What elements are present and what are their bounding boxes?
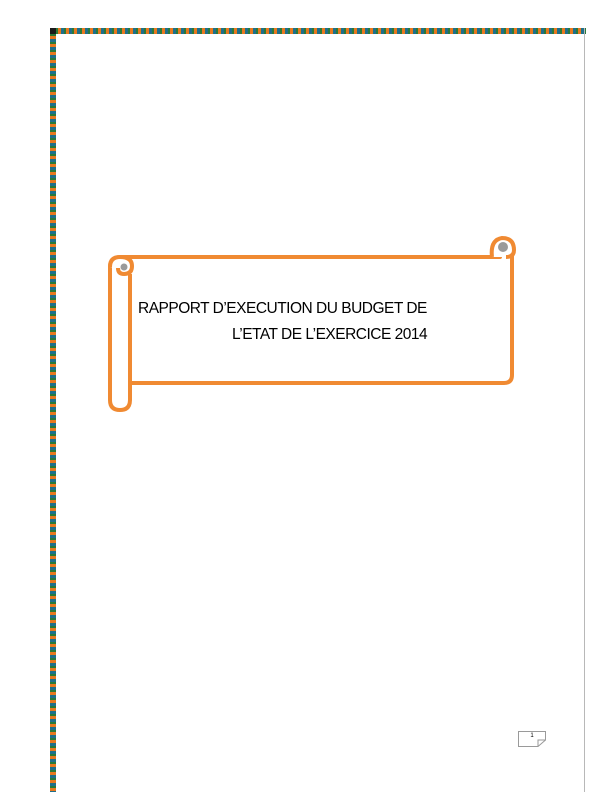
page-border-top xyxy=(50,28,586,34)
page-number: 1 xyxy=(530,733,534,739)
page-border-corner xyxy=(50,28,56,34)
page-border-right xyxy=(584,28,585,792)
document-title-line-1: RAPPORT D’EXECUTION DU BUDGET DE xyxy=(138,300,427,317)
page-border-left xyxy=(50,28,56,792)
page-number-box xyxy=(518,731,546,747)
document-title-line-2: L’ETAT DE L’EXERCICE 2014 xyxy=(232,326,428,343)
scroll-banner-icon xyxy=(100,230,522,412)
